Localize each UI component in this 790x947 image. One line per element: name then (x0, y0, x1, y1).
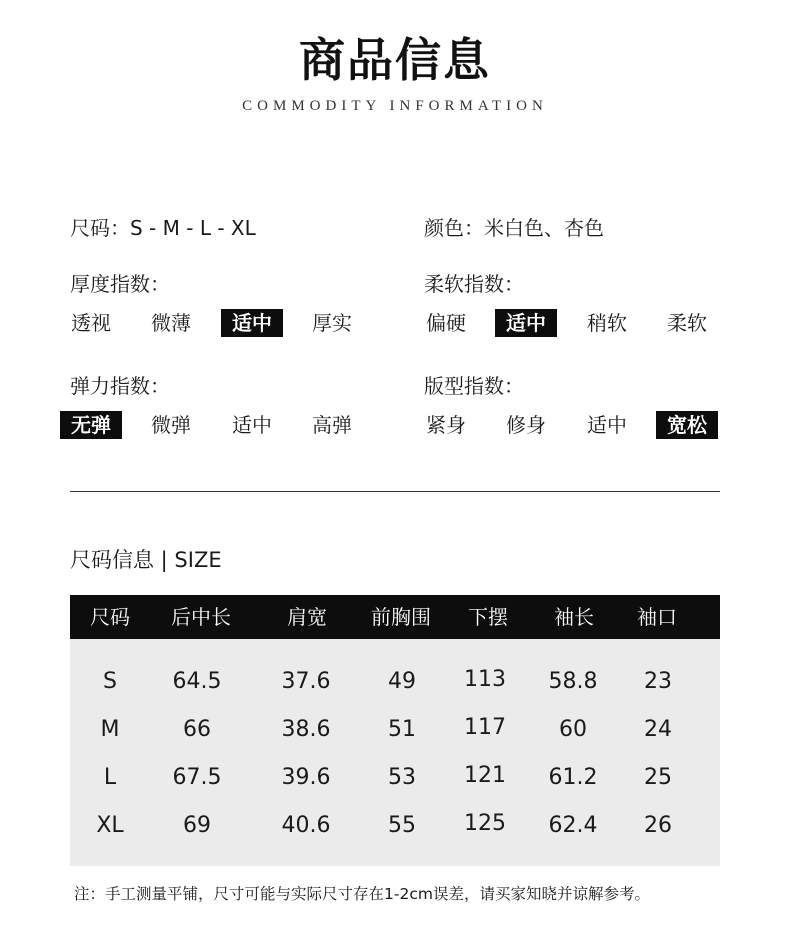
elasticity-option: 微弹 (151, 413, 191, 437)
table-header-cell: 袖口 (637, 605, 677, 629)
thickness-option: 适中 (221, 309, 283, 337)
color-line: 颜色：米白色、杏色 (424, 216, 604, 240)
size-table-body (70, 639, 720, 866)
table-cell: 40.6 (281, 813, 331, 838)
table-cell: 60 (559, 717, 587, 742)
thickness-option: 透视 (71, 311, 111, 335)
table-cell: 113 (464, 667, 506, 692)
table-cell: 58.8 (548, 669, 598, 694)
size-table-header (70, 595, 720, 639)
table-cell: 39.6 (281, 765, 331, 790)
table-cell: 66 (183, 717, 211, 742)
table-cell: 67.5 (172, 765, 222, 790)
table-cell: S (103, 669, 117, 694)
size-line: 尺码：S - M - L - XL (70, 216, 256, 240)
table-cell: 55 (388, 813, 416, 838)
table-cell: 23 (644, 669, 672, 694)
table-cell: XL (96, 813, 124, 838)
elasticity-option: 无弹 (60, 411, 122, 439)
table-header-cell: 下摆 (468, 605, 508, 629)
elasticity-label: 弹力指数： (70, 374, 170, 398)
table-cell: 117 (464, 715, 506, 740)
softness-option: 稍软 (587, 311, 627, 335)
fit-option: 适中 (587, 413, 627, 437)
softness-option: 偏硬 (426, 311, 466, 335)
table-cell: 51 (388, 717, 416, 742)
size-table-title: 尺码信息 | SIZE (70, 548, 222, 572)
page-title: 商品信息 (299, 33, 491, 87)
thickness-option: 微薄 (151, 311, 191, 335)
softness-option: 适中 (495, 309, 557, 337)
softness-label: 柔软指数： (424, 272, 524, 296)
table-header-cell: 肩宽 (287, 605, 327, 629)
table-cell: 64.5 (172, 669, 222, 694)
thickness-label: 厚度指数： (70, 272, 170, 296)
section-divider (70, 491, 720, 492)
table-cell: 62.4 (548, 813, 598, 838)
table-cell: 49 (388, 669, 416, 694)
table-header-cell: 前胸围 (371, 605, 431, 629)
softness-option: 柔软 (667, 311, 707, 335)
page-subtitle: COMMODITY INFORMATION (242, 98, 548, 114)
table-cell: 25 (644, 765, 672, 790)
thickness-option: 厚实 (312, 311, 352, 335)
elasticity-option: 适中 (232, 413, 272, 437)
table-cell: M (100, 717, 120, 742)
table-cell: 37.6 (281, 669, 331, 694)
table-cell: 125 (464, 811, 506, 836)
table-header-cell: 后中长 (171, 605, 231, 629)
measurement-note: 注：手工测量平铺，尺寸可能与实际尺寸存在1-2cm误差，请买家知晓并谅解参考。 (74, 885, 650, 903)
fit-option: 紧身 (426, 413, 466, 437)
elasticity-option: 高弹 (312, 413, 352, 437)
fit-option: 修身 (506, 413, 546, 437)
table-cell: 38.6 (281, 717, 331, 742)
table-cell: L (103, 765, 117, 790)
table-header-cell: 尺码 (90, 605, 130, 629)
fit-option: 宽松 (656, 411, 718, 439)
table-cell: 121 (464, 763, 506, 788)
fit-label: 版型指数： (424, 374, 524, 398)
table-header-cell: 袖长 (554, 605, 594, 629)
table-cell: 26 (644, 813, 672, 838)
table-cell: 69 (183, 813, 211, 838)
table-cell: 53 (388, 765, 416, 790)
table-cell: 61.2 (548, 765, 598, 790)
table-cell: 24 (644, 717, 672, 742)
